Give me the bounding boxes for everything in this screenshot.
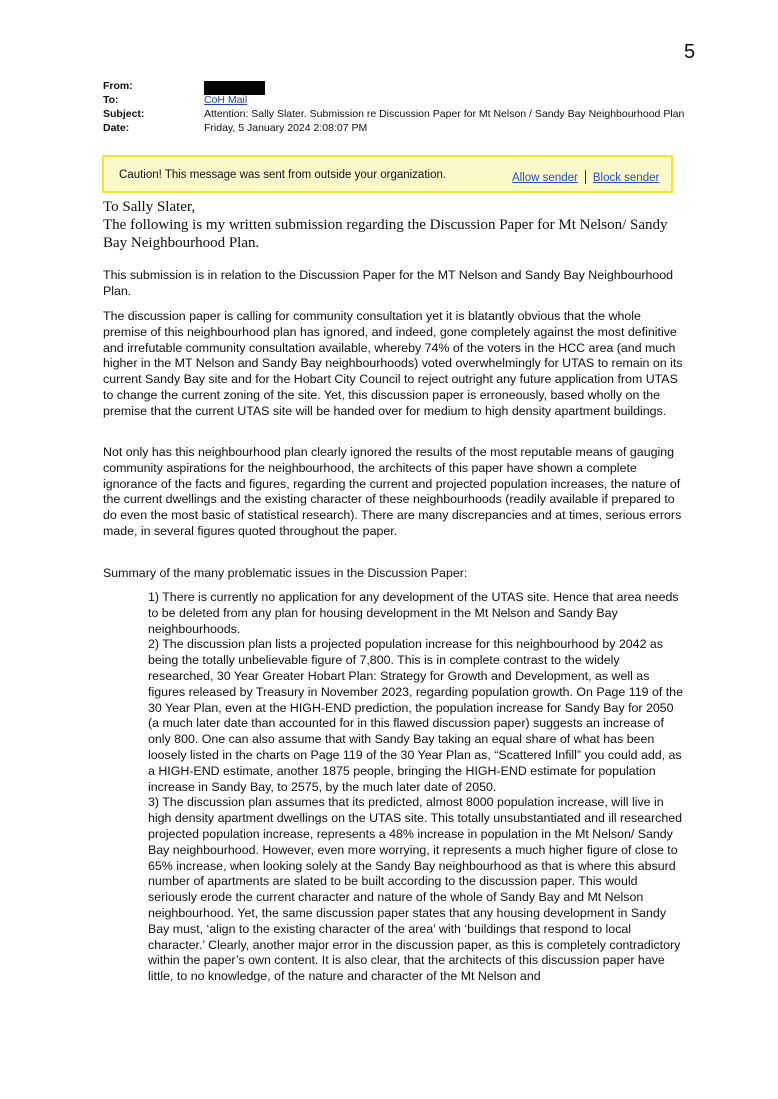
from-label: From: bbox=[103, 80, 133, 92]
issue-item-2: 2) The discussion plan lists a projected population increase for this neighbourhood by 2042 as being the totally unbelievable figure of 7,800. This is in complete contrast to the widely researched, 30 Year Greater Hobart Plan: Strategy for Growth and Development, as well as figures released by Treasury in November 2023, regarding population growth. On Page 119 of the 30 Year Plan, even at the HIGH-END prediction, the population increase for Sandy Bay for 2050 (a much later date than accounted for in this flawed discussion paper) suggests an increase of only 800. One can also assume that with Sandy Bay taking an equal share of what has been loosely listed in the charts on Page 119 of the 30 Year Plan as, “Scattered Infill” you could add, as a HIGH-END estimate, another 1875 people, bringing the HIGH-END estimate for population increase in Sandy Bay, to 2575, by the much later date of 2050. bbox=[148, 637, 683, 794]
issue-item-1: 1) There is currently no application for any development of the UTAS site. Hence that area needs to be deleted from any plan for housing development in the Mt Nelson and Sandy Bay neighbourhoods. bbox=[148, 590, 679, 636]
date-label: Date: bbox=[103, 122, 130, 134]
to-label: To: bbox=[103, 94, 119, 106]
sender-actions bbox=[512, 170, 659, 184]
email-intro bbox=[103, 198, 673, 252]
paragraph-2: The discussion paper is calling for community consultation yet it is blatantly obvious that the whole premise of this neighbourhood plan has ignored, and indeed, gone completely against the most definitive and irrefutable community consultation available, whereby 74% of the voters in the HCC area (and much higher in the MT Nelson and Sandy Bay neighbourhoods) voted overwhelmingly for UTAS to remain on its current Sandy Bay site and for the Hobart City Council to reject outright any future application from UTAS to change the current zoning of the site. Yet, this discussion paper is erroneously, based wholly on the premise that the current UTAS site will be handed over for medium to high density apartment buildings. bbox=[103, 309, 683, 418]
allow-sender-link[interactable]: Allow sender bbox=[512, 172, 578, 184]
page-number: 5 bbox=[684, 41, 696, 63]
salutation: To Sally Slater, bbox=[103, 199, 196, 215]
subject-value: Attention: Sally Slater. Submission re Discussion Paper for Mt Nelson / Sandy Bay Neighbourhood Plan bbox=[204, 108, 685, 120]
paragraph-summary-intro: Summary of the many problematic issues in the Discussion Paper: bbox=[103, 566, 468, 580]
link-separator bbox=[585, 170, 586, 184]
paragraph-3: Not only has this neighbourhood plan clearly ignored the results of the most reputable means of gauging community aspirations for the neighbourhood, the architects of this paper have shown a complete ignorance of the facts and figures, regarding the current and projected population increases, the nature of the current dwellings and the existing character of these neighbourhoods (readily available if prepared to do even the most basic of statistical research). There are many discrepancies and at times, serious errors made, in several figures quoted throughout the paper. bbox=[103, 445, 682, 538]
subject-label: Subject: bbox=[103, 108, 145, 120]
paragraph-1: This submission is in relation to the Discussion Paper for the MT Nelson and Sandy Bay Neighbourhood Plan. bbox=[103, 268, 674, 298]
to-recipient-link[interactable]: CoH Mail bbox=[204, 94, 248, 106]
external-sender-caution-banner bbox=[102, 155, 673, 193]
date-value: Friday, 5 January 2024 2:08:07 PM bbox=[204, 122, 368, 134]
caution-message: Caution! This message was sent from outside your organization. bbox=[119, 169, 447, 181]
intro-statement: The following is my written submission regarding the Discussion Paper for Mt Nelson/ Sandy Bay Neighbourhood Plan. bbox=[103, 217, 668, 251]
block-sender-link[interactable]: Block sender bbox=[592, 172, 660, 184]
issues-list bbox=[148, 590, 683, 985]
issue-item-3: 3) The discussion plan assumes that its predicted, almost 8000 population increase, will live in high density apartment dwellings on the UTAS site. This totally unsubstantiated and ill researched projected population increase, represents a 48% increase in population in the Mt Nelson/ Sandy Bay neighbourhood. However, even more worrying, it represents a much higher figure of close to 65% increase, when looking solely at the Sandy Bay neighbourhood as that is where this absurd number of apartments are slated to be built according to the discussion paper. This would seriously erode the current character and nature of the whole of Sandy Bay and Mt Nelson neighbourhood. Yet, the same discussion paper states that any housing development in Sandy Bay must, ‘align to the existing character of the area’ with ‘buildings that respond to local character.’ Clearly, another major error in the discussion paper, as this is completely contradictory within the paper’s own content. It is also clear, that the architects of this discussion paper have little, to no knowledge, of the nature and character of the Mt Nelson and bbox=[148, 795, 683, 984]
